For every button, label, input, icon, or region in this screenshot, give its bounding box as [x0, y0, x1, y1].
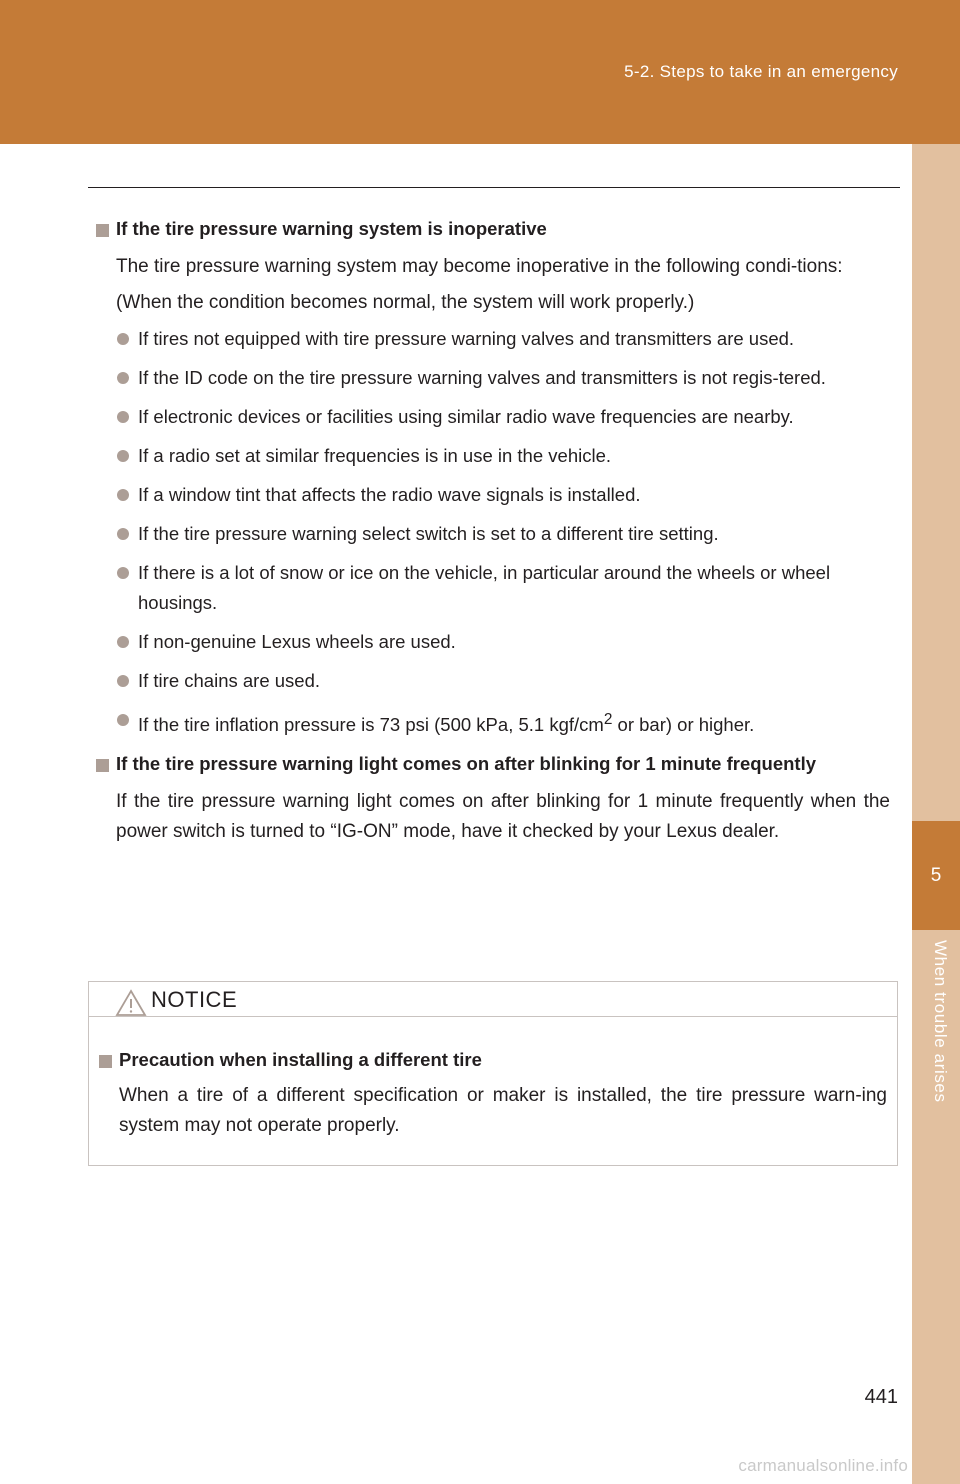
conditions-list — [96, 324, 890, 740]
bullet-icon — [117, 528, 129, 540]
bullet-icon — [117, 489, 129, 501]
chapter-title-vertical: When trouble arises — [931, 940, 950, 1103]
notice-title: NOTICE — [151, 987, 238, 1012]
bullet-icon — [117, 714, 129, 726]
notice-text: When a tire of a different specification or maker is installed, the tire pressure warn-ing system may not operate properly. — [119, 1085, 887, 1136]
list-item: If there is a lot of snow or ice on the vehicle, in particular around the wheels or wheel housings. — [96, 558, 890, 618]
list-item: If the tire inflation pressure is 73 psi (500 kPa, 5.1 kgf/$cm^2$ or bar) or higher. — [96, 705, 890, 740]
bullet-icon — [117, 675, 129, 687]
notice-body — [89, 1017, 897, 1141]
notice-heading: Precaution when installing a different tire — [99, 1045, 887, 1075]
bullet-icon — [117, 567, 129, 579]
list-item: If the ID code on the tire pressure warning valves and transmitters is not regis-tered. — [96, 363, 890, 393]
list-item: If tire chains are used. — [96, 666, 890, 696]
square-marker-icon — [96, 759, 109, 772]
bullet-icon — [117, 372, 129, 384]
main-content — [96, 214, 890, 853]
list-item: If electronic devices or facilities using similar radio wave frequencies are nearby. — [96, 402, 890, 432]
chapter-side-tab — [912, 144, 960, 1484]
list-item: If the tire pressure warning select switch is set to a different tire setting. — [96, 519, 890, 549]
section-title: 5-2. Steps to take in an emergency — [624, 62, 898, 81]
square-marker-icon — [99, 1055, 112, 1068]
section-heading-warning-light: If the tire pressure warning light comes on after blinking for 1 minute frequently — [96, 749, 890, 779]
bullet-icon — [117, 636, 129, 648]
superscript: 2 — [603, 711, 613, 728]
warning-triangle-icon — [115, 989, 147, 1017]
list-item: If non-genuine Lexus wheels are used. — [96, 627, 890, 657]
watermark: carmanualsonline.info — [738, 1456, 908, 1475]
list-item: If a radio set at similar frequencies is in use in the vehicle. — [96, 441, 890, 471]
chapter-number-tab: 5 — [912, 821, 960, 930]
section-heading-inoperative: If the tire pressure warning system is inoperative — [96, 214, 890, 244]
bullet-icon — [117, 333, 129, 345]
paragraph: (When the condition becomes normal, the system will work properly.) — [116, 292, 695, 313]
bullet-icon — [117, 411, 129, 423]
header-band — [0, 0, 960, 144]
list-item: If a window tint that affects the radio wave signals is installed. — [96, 480, 890, 510]
paragraph: If the tire pressure warning light comes on after blinking for 1 minute frequently when the power switch is turned to “IG-ON” mode, have it checked by your Lexus dealer. — [116, 791, 890, 843]
bullet-icon — [117, 450, 129, 462]
square-marker-icon — [96, 224, 109, 237]
top-divider — [88, 187, 900, 188]
notice-box — [88, 981, 898, 1166]
notice-header — [89, 982, 897, 1017]
list-item: If tires not equipped with tire pressure warning valves and transmitters are used. — [96, 324, 890, 354]
page-number: 441 — [864, 1386, 898, 1408]
paragraph: The tire pressure warning system may become inoperative in the following condi-tions: — [116, 256, 843, 277]
